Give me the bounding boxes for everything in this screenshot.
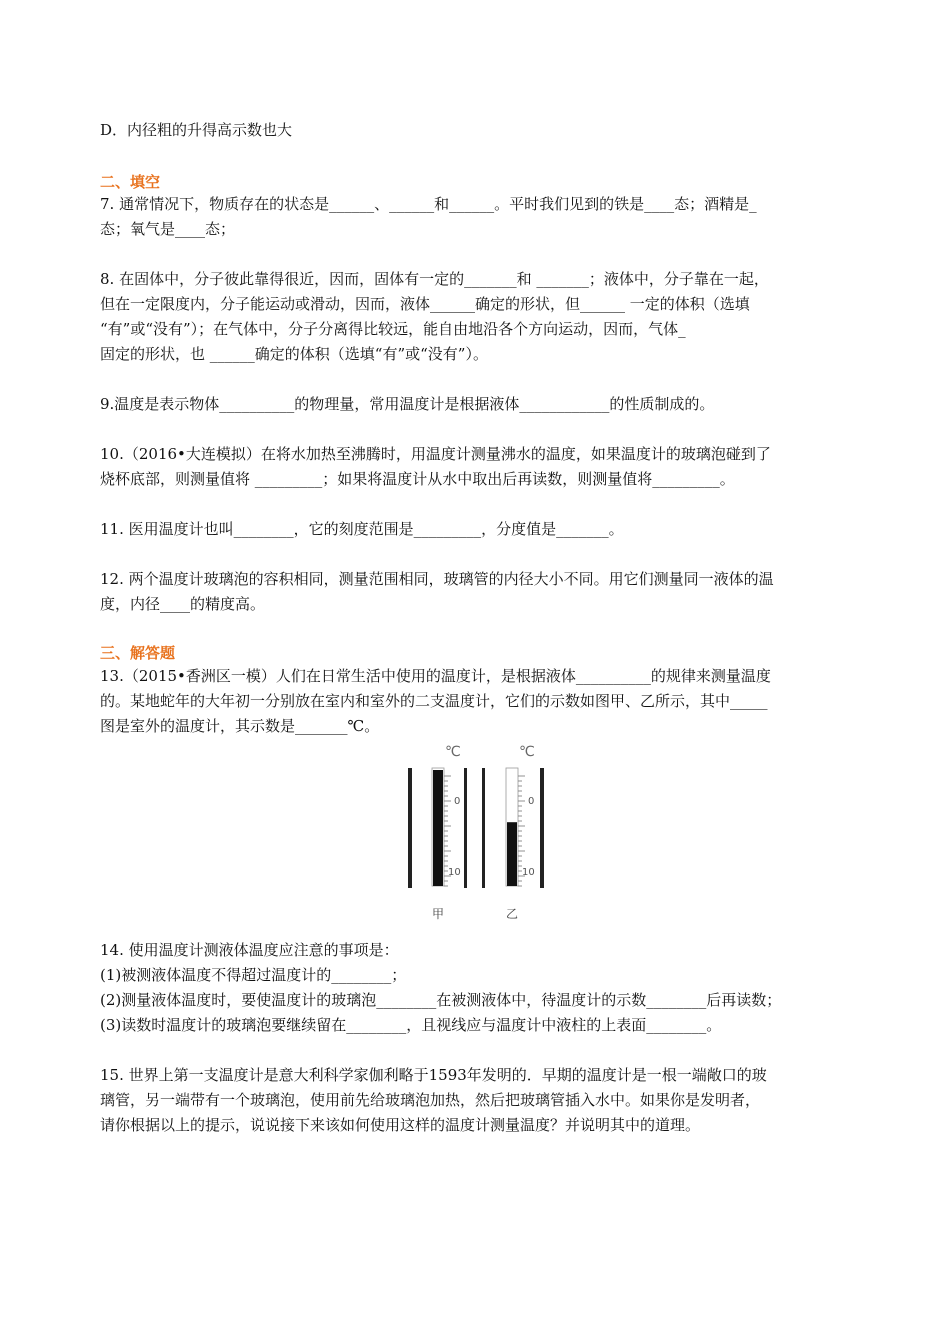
left-frame-bar-right: [464, 768, 467, 888]
right-unit-label: ℃: [519, 744, 535, 760]
thermometer-figure: [398, 738, 558, 928]
section-heading-answer: 三、解答题: [100, 644, 176, 662]
question-14-item-1: (1)被测液体温度不得超过温度计的________；: [100, 966, 407, 984]
section-heading-fill-in: 二、填空: [100, 173, 161, 191]
question-7-line-1: 7. 通常情况下，物质存在的状态是______、______和______。平时我们见到的铁是____态；酒精是_: [100, 195, 757, 213]
option-d: D．内径粗的升得高示数也大: [100, 121, 293, 139]
right-liquid-column: [507, 822, 517, 886]
question-15-line-1: 15. 世界上第一支温度计是意大利科学家伽利略于1593年发明的．早期的温度计是一根一端敞口的玻: [100, 1066, 767, 1084]
question-13-line-2: 的。某地蛇年的大年初一分别放在室内和室外的二支温度计，它们的示数如图甲、乙所示，其中_____: [100, 692, 768, 710]
right-frame-bar-right: [540, 768, 544, 888]
question-12-line-2: 度，内径____的精度高。: [100, 595, 266, 613]
question-8-line-2: 但在一定限度内，分子能运动或滑动，因而，液体______确定的形状，但______ 一定的体积（选填: [100, 295, 750, 313]
question-14-intro: 14. 使用温度计测液体温度应注意的事项是：: [100, 941, 399, 959]
left-unit-label: ℃: [445, 744, 461, 760]
question-14-item-2: (2)测量液体温度时，要使温度计的玻璃泡________在被测液体中，待温度计的示数________后再读数；: [100, 991, 782, 1009]
right-tick-ten: 10: [522, 867, 535, 878]
question-8-line-1: 8. 在固体中，分子彼此靠得很近，因而，固体有一定的_______和 _______；液体中，分子靠在一起，: [100, 270, 769, 288]
question-15-line-3: 请你根据以上的提示，说说接下来该如何使用这样的温度计测量温度？并说明其中的道理。: [100, 1116, 701, 1134]
question-14-item-3: (3)读数时温度计的玻璃泡要继续留在________，且视线应与温度计中液柱的上表面________。: [100, 1016, 722, 1034]
question-10-line-2: 烧杯底部，则测量值将 _________；如果将温度计从水中取出后再读数，则测量值将_________。: [100, 470, 735, 488]
question-15-line-2: 璃管，另一端带有一个玻璃泡，使用前先给玻璃泡加热，然后把玻璃管插入水中。如果你是发明者，: [100, 1091, 761, 1109]
question-11: 11. 医用温度计也叫________，它的刻度范围是_________，分度值是_______。: [100, 520, 624, 538]
question-12-line-1: 12. 两个温度计玻璃泡的容积相同，测量范围相同，玻璃管的内径大小不同。用它们测量同一液体的温: [100, 570, 774, 588]
right-frame-bar: [482, 768, 485, 888]
question-7-line-2: 态；氧气是____态；: [100, 220, 236, 238]
question-8-line-3: “有”或“没有”）；在气体中，分子分离得比较远，能自由地沿各个方向运动，因而，气体_: [100, 320, 686, 338]
left-frame-bar: [408, 768, 412, 888]
question-10-line-1: 10.（2016•大连模拟）在将水加热至沸腾时，用温度计测量沸水的温度，如果温度计的玻璃泡碰到了: [100, 445, 771, 463]
right-figure-label: 乙: [506, 907, 519, 921]
question-13-line-3: 图是室外的温度计，其示数是_______℃。: [100, 717, 380, 735]
left-tick-ten: 10: [448, 867, 461, 878]
left-tick-zero: 0: [454, 796, 461, 807]
question-9: 9.温度是表示物体__________的物理量，常用温度计是根据液体____________的性质制成的。: [100, 395, 715, 413]
question-8-line-4: 固定的形状，也 ______确定的体积（选填“有”或“没有”）。: [100, 345, 488, 363]
left-liquid-column: [433, 770, 443, 886]
right-tick-zero: 0: [528, 796, 535, 807]
left-figure-label: 甲: [432, 907, 445, 921]
question-13-line-1: 13.（2015•香洲区一模）人们在日常生活中使用的温度计，是根据液体__________的规律来测量温度: [100, 667, 771, 685]
